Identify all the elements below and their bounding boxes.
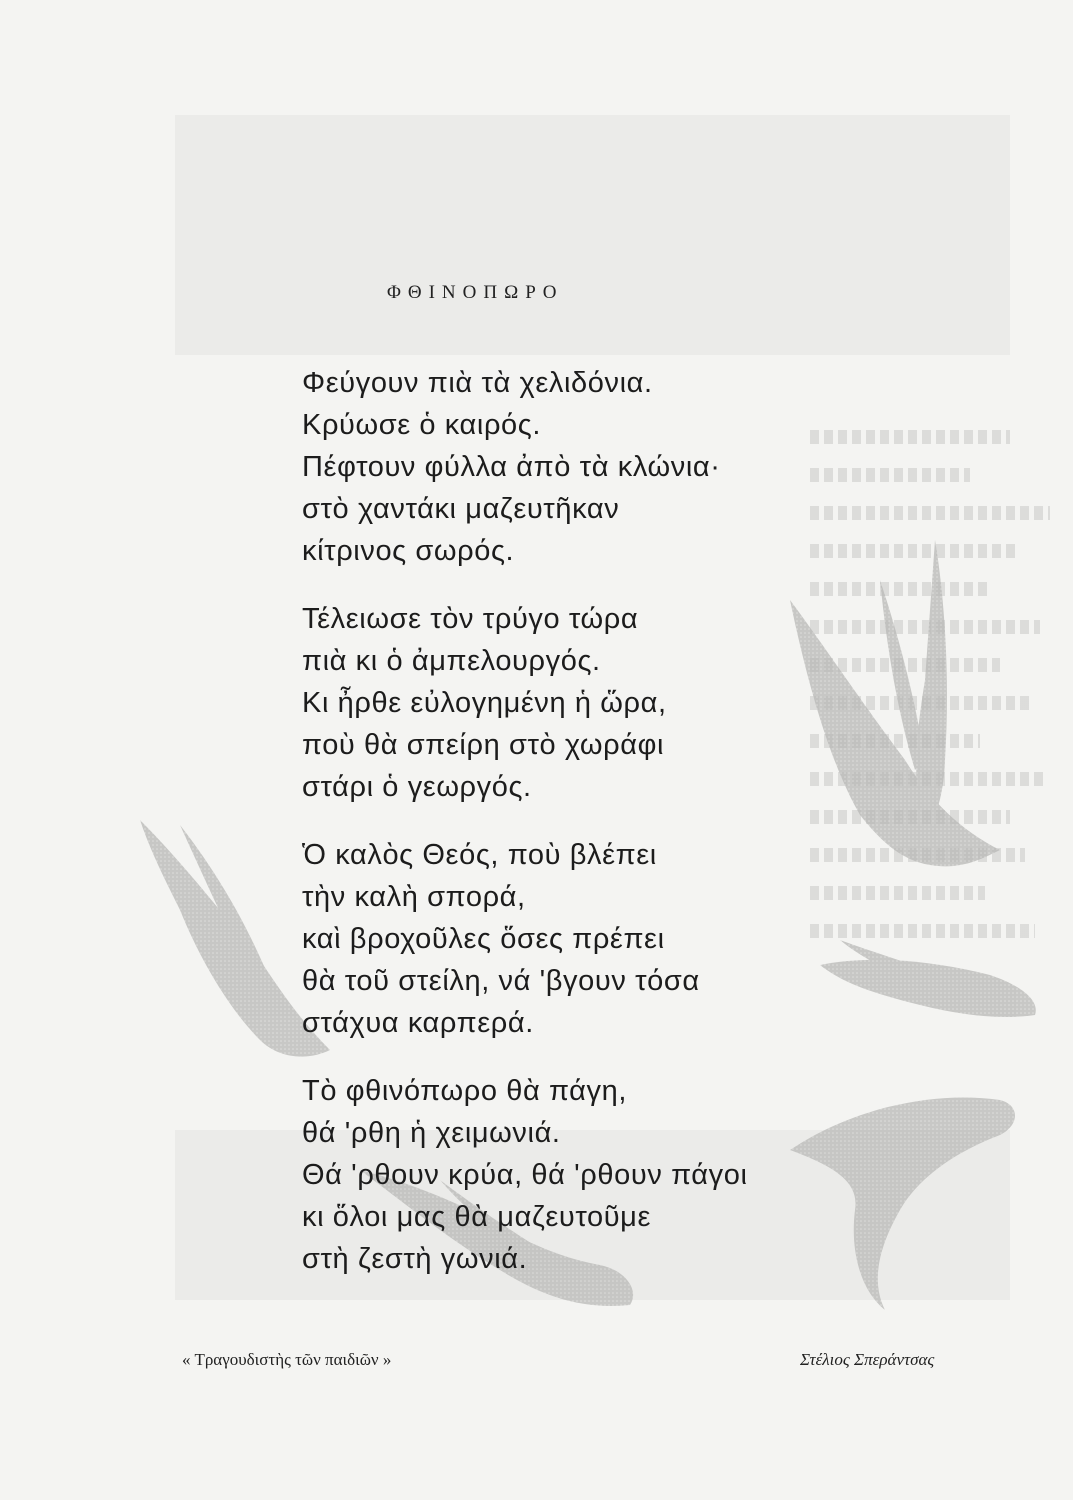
poem-line: Ὁ καλὸς Θεός, ποὺ βλέπει bbox=[302, 839, 657, 871]
stanza bbox=[302, 598, 822, 808]
poem-line: Κρύωσε ὁ καιρός. bbox=[302, 409, 542, 441]
swallow-icon bbox=[790, 1097, 1015, 1310]
poem-line: στὴ ζεστὴ γωνιά. bbox=[302, 1243, 528, 1275]
poem-title: ΦΘΙΝΟΠΩΡΟ bbox=[387, 282, 564, 303]
stanza bbox=[302, 1070, 822, 1280]
poem-line: Θά 'ρθουν κρύα, θά 'ρθουν πάγοι bbox=[302, 1159, 748, 1191]
poem-line: θά 'ρθη ἡ χειμωνιά. bbox=[302, 1117, 561, 1149]
poem-line: Φεύγουν πιὰ τὰ χελιδόνια. bbox=[302, 367, 653, 399]
poem-body bbox=[302, 362, 822, 1306]
poem-line: ποὺ θὰ σπείρη στὸ χωράφι bbox=[302, 729, 665, 761]
poem-line: Τέλειωσε τὸν τρύγο τώρα bbox=[302, 603, 639, 635]
poem-line: στάρι ὁ γεωργός. bbox=[302, 771, 532, 803]
stanza bbox=[302, 834, 822, 1044]
poem-line: κίτρινος σωρός. bbox=[302, 535, 515, 567]
poem-line: Τὸ φθινόπωρο θὰ πάγη, bbox=[302, 1075, 628, 1107]
poem-line: κι ὅλοι μας θὰ μαζευτοῦμε bbox=[302, 1201, 651, 1233]
author-name: Στέλιος Σπεράντσας bbox=[800, 1350, 935, 1369]
poem-line: στάχυα καρπερά. bbox=[302, 1007, 534, 1039]
poem-line: πιὰ κι ὁ ἀμπελουργός. bbox=[302, 645, 601, 677]
poem-line: Κι ἦρθε εὐλογημένη ἡ ὥρα, bbox=[302, 687, 667, 719]
stanza bbox=[302, 362, 822, 572]
poem-line: καὶ βροχοῦλες ὅσες πρέπει bbox=[302, 923, 665, 955]
poem-line: τὴν καλὴ σπορά, bbox=[302, 881, 526, 913]
poem-line: θὰ τοῦ στείλη, νά 'βγουν τόσα bbox=[302, 965, 700, 997]
swallow-icon bbox=[820, 940, 1036, 1017]
poem-line: Πέφτουν φύλλα ἀπὸ τὰ κλώνια· bbox=[302, 451, 721, 483]
source-citation: « Τραγουδιστὴς τῶν παιδιῶν » bbox=[182, 1350, 392, 1369]
poem-line: στὸ χαντάκι μαζευτῆκαν bbox=[302, 493, 620, 525]
